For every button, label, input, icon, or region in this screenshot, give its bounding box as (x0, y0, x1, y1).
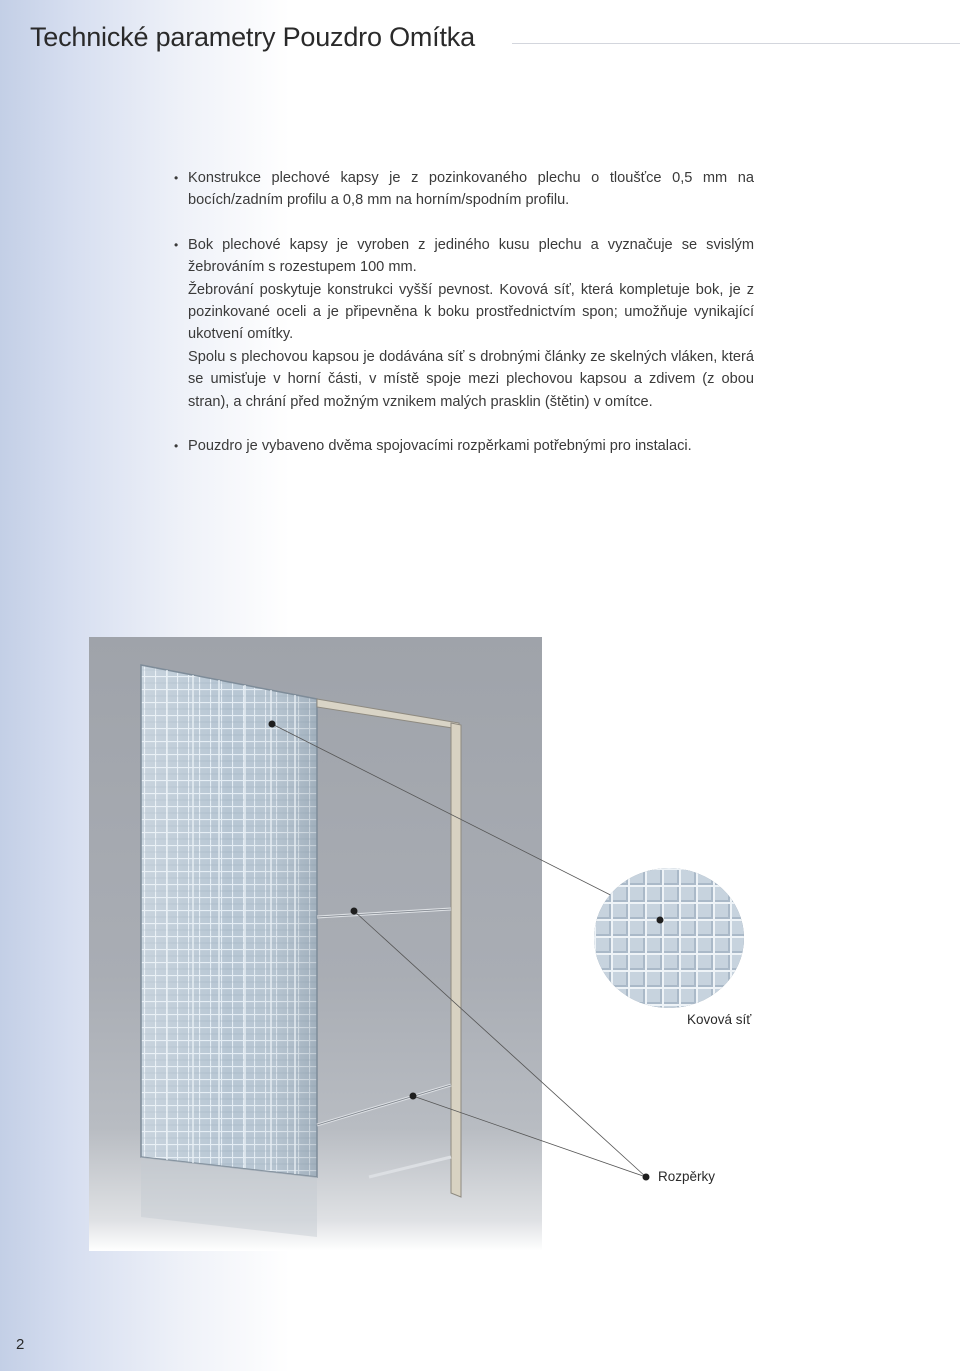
mesh-label: Kovová síť (687, 1012, 752, 1027)
page-number: 2 (16, 1336, 25, 1353)
door-jamb (451, 723, 461, 1197)
bullet-paragraph: Spolu s plechovou kapsou je dodávána síť s drobnými články ze skelných vláken, která se umisťuje v horní části, v místě spoje mezi plechovou kapsou a zdivem (z obou stran), a chrání před možným vznikem malých prasklin (štětin) v omítce. (188, 348, 754, 410)
bullet-paragraph: • Konstrukce plechové kapsy je z pozinkovaného plechu o tloušťce 0,5 mm na bocích/zadním profilu a 0,8 mm na horním/spodním profilu. (188, 170, 754, 209)
page-title: Technické parametry Pouzdro Omítka (30, 22, 475, 52)
mesh-callout-dot (657, 917, 664, 924)
content (174, 167, 754, 479)
bullet-paragraph: Žebrování poskytuje konstrukci vyšší pevnost. Kovová síť, která kompletuje bok, je z pozinkované oceli a je připevněna k boku prostřednictvím spon; umožňuje vynikající ukotvení omítky. (188, 281, 754, 343)
pocket-frame-illustration (89, 637, 542, 1251)
bullet-paragraph: • Bok plechové kapsy je vyroben z jediného kusu plechu a vyznačuje se svislým žebrováním s rozestupem 100 mm. (188, 236, 754, 276)
mesh-detail-zoom (594, 868, 744, 1008)
bullet-item (174, 234, 754, 413)
product-figure (89, 637, 542, 1251)
title-rule (512, 43, 960, 44)
mesh-detail-image (594, 868, 744, 1008)
pocket-panel (141, 665, 317, 1177)
spacers-label: Rozpěrky (658, 1169, 716, 1184)
bullet-paragraph: • Pouzdro je vybaveno dvěma spojovacími rozpěrkami potřebnými pro instalaci. (188, 438, 692, 455)
bullet-item (174, 167, 754, 212)
top-rail (317, 699, 459, 729)
spacer-bars (317, 909, 451, 1177)
bullet-item (174, 435, 754, 457)
